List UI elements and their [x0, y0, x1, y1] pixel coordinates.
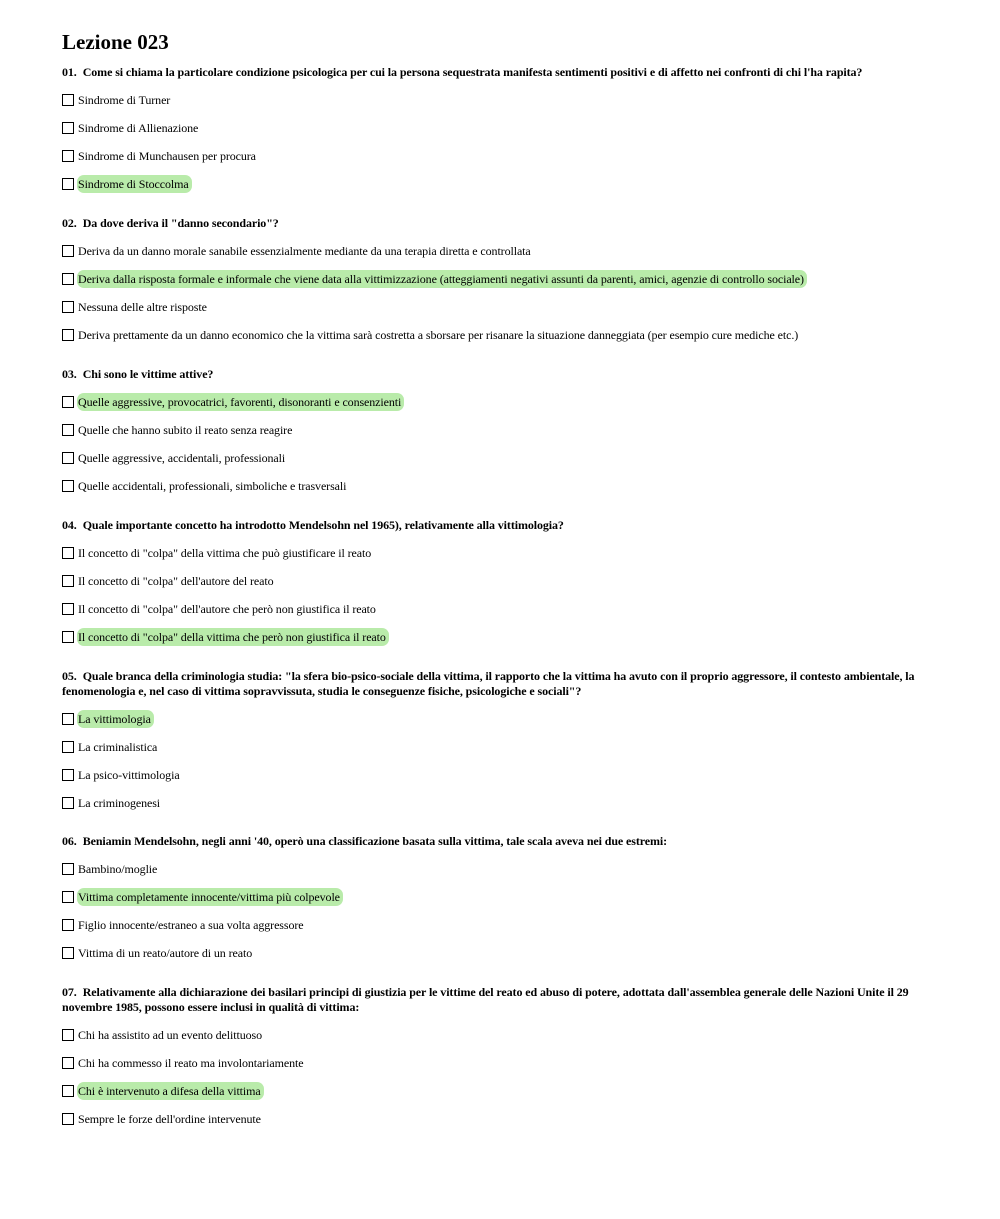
answer-option	[62, 444, 942, 472]
answer-checkbox[interactable]	[62, 947, 74, 959]
answer-option	[62, 472, 942, 500]
answer-checkbox[interactable]	[62, 891, 74, 903]
question-block	[62, 518, 942, 651]
answer-label: La criminalistica	[78, 740, 158, 754]
question-text	[62, 518, 942, 533]
answer-option	[62, 539, 942, 567]
answer-option	[62, 789, 942, 817]
answer-option	[62, 1021, 942, 1049]
question-text	[62, 216, 942, 231]
answer-option	[62, 1105, 942, 1133]
question-label: Come si chiama la particolare condizione psicologica per cui la persona sequestrata manifesta sentimenti positivi e di affetto nei confronti di chi l'ha rapita?	[82, 65, 863, 79]
correct-answer-label: Sindrome di Stoccolma	[77, 175, 192, 193]
question-label: Relativamente alla dichiarazione dei basilari principi di giustizia per le vittime del reato ed abuso di potere, adottata dall'assemblea generale delle Nazioni Unite il 29 novembre 1985, possono essere inclusi in qualità di vittima:	[62, 985, 909, 1014]
question-number: 01.	[62, 65, 77, 79]
answer-option	[62, 1049, 942, 1077]
answer-checkbox[interactable]	[62, 741, 74, 753]
answer-checkbox[interactable]	[62, 919, 74, 931]
answer-label: Vittima di un reato/autore di un reato	[78, 946, 253, 960]
question-block	[62, 985, 942, 1133]
question-label: Beniamin Mendelsohn, negli anni '40, operò una classificazione basata sulla vittima, tale scala aveva nei due estremi:	[82, 834, 668, 848]
correct-answer-label: La vittimologia	[77, 710, 154, 728]
question-number: 07.	[62, 985, 77, 999]
question-text	[62, 985, 942, 1015]
answer-label: Sindrome di Turner	[78, 93, 171, 107]
correct-answer-label: Deriva dalla risposta formale e informale che viene data alla vittimizzazione (atteggiamenti negativi assunti da parenti, amici, agenzie di controllo sociale)	[77, 270, 807, 288]
question-block	[62, 65, 942, 198]
answer-label: Chi ha commesso il reato ma involontariamente	[78, 1056, 304, 1070]
answer-label: Il concetto di "colpa" dell'autore che però non giustifica il reato	[78, 602, 376, 616]
answer-label: La psico-vittimologia	[78, 768, 180, 782]
answer-option	[62, 86, 942, 114]
question-block	[62, 216, 942, 349]
answer-checkbox[interactable]	[62, 178, 74, 190]
answer-label: Deriva prettamente da un danno economico che la vittima sarà costretta a sborsare per risanare la situazione danneggiata (per esempio cure mediche etc.)	[78, 328, 799, 342]
answer-label: Nessuna delle altre risposte	[78, 300, 207, 314]
page-title: Lezione 023	[62, 30, 169, 54]
answer-label: Bambino/moglie	[78, 862, 158, 876]
answer-checkbox[interactable]	[62, 329, 74, 341]
answer-option	[62, 595, 942, 623]
question-block	[62, 669, 942, 817]
answer-option	[62, 939, 942, 967]
answer-checkbox[interactable]	[62, 631, 74, 643]
answer-label: Il concetto di "colpa" dell'autore del reato	[78, 574, 274, 588]
answer-label: Chi ha assistito ad un evento delittuoso	[78, 1028, 262, 1042]
answer-option	[62, 855, 942, 883]
answer-checkbox[interactable]	[62, 575, 74, 587]
answer-options	[62, 237, 942, 349]
answer-checkbox[interactable]	[62, 713, 74, 725]
answer-checkbox[interactable]	[62, 1113, 74, 1125]
question-label: Chi sono le vittime attive?	[82, 367, 214, 381]
question-label: Quale importante concetto ha introdotto Mendelsohn nel 1965), relativamente alla vittimologia?	[82, 518, 564, 532]
answer-option	[62, 265, 942, 293]
answer-label: Quelle accidentali, professionali, simboliche e trasversali	[78, 479, 347, 493]
answer-checkbox[interactable]	[62, 301, 74, 313]
answer-label: Figlio innocente/estraneo a sua volta aggressore	[78, 918, 304, 932]
answer-checkbox[interactable]	[62, 797, 74, 809]
answer-checkbox[interactable]	[62, 547, 74, 559]
answer-checkbox[interactable]	[62, 424, 74, 436]
answer-option	[62, 142, 942, 170]
answer-checkbox[interactable]	[62, 94, 74, 106]
answer-option	[62, 883, 942, 911]
answer-checkbox[interactable]	[62, 769, 74, 781]
answer-checkbox[interactable]	[62, 150, 74, 162]
answer-label: Sindrome di Allienazione	[78, 121, 199, 135]
question-label: Quale branca della criminologia studia: "la sfera bio-psico-sociale della vittima, il rapporto che la vittima ha avuto con il proprio aggressore, il contesto ambientale, la fenomenologia e, nel caso di vittima sopravvissuta, studia le conseguenze fisiche, psicologiche e sociali"?	[62, 669, 915, 698]
question-block	[62, 834, 942, 967]
answer-checkbox[interactable]	[62, 273, 74, 285]
answer-option	[62, 705, 942, 733]
question-number: 04.	[62, 518, 77, 532]
answer-option	[62, 1077, 942, 1105]
question-label: Da dove deriva il "danno secondario"?	[82, 216, 279, 230]
answer-checkbox[interactable]	[62, 1085, 74, 1097]
answer-option	[62, 911, 942, 939]
question-text	[62, 669, 942, 699]
answer-options	[62, 539, 942, 651]
answer-label: Quelle che hanno subito il reato senza reagire	[78, 423, 293, 437]
correct-answer-label: Il concetto di "colpa" della vittima che però non giustifica il reato	[77, 628, 389, 646]
question-text	[62, 834, 942, 849]
answer-checkbox[interactable]	[62, 122, 74, 134]
answer-option	[62, 170, 942, 198]
answer-option	[62, 293, 942, 321]
answer-options	[62, 705, 942, 817]
correct-answer-label: Quelle aggressive, provocatrici, favorenti, disonoranti e consenzienti	[77, 393, 404, 411]
answer-option	[62, 623, 942, 651]
answer-checkbox[interactable]	[62, 863, 74, 875]
answer-options	[62, 388, 942, 500]
answer-option	[62, 114, 942, 142]
answer-option	[62, 388, 942, 416]
answer-label: Deriva da un danno morale sanabile essenzialmente mediante da una terapia diretta e controllata	[78, 244, 531, 258]
answer-checkbox[interactable]	[62, 1029, 74, 1041]
answer-option	[62, 237, 942, 265]
answer-label: La criminogenesi	[78, 796, 161, 810]
answer-checkbox[interactable]	[62, 452, 74, 464]
answer-option	[62, 416, 942, 444]
answer-checkbox[interactable]	[62, 1057, 74, 1069]
correct-answer-label: Chi è intervenuto a difesa della vittima	[77, 1082, 264, 1100]
answer-option	[62, 567, 942, 595]
answer-option	[62, 761, 942, 789]
answer-checkbox[interactable]	[62, 603, 74, 615]
question-number: 03.	[62, 367, 77, 381]
question-block	[62, 367, 942, 500]
answer-option	[62, 321, 942, 349]
answer-options	[62, 855, 942, 967]
question-number: 05.	[62, 669, 77, 683]
question-number: 02.	[62, 216, 77, 230]
answer-option	[62, 733, 942, 761]
answer-label: Sempre le forze dell'ordine intervenute	[78, 1112, 261, 1126]
answer-checkbox[interactable]	[62, 245, 74, 257]
question-text	[62, 367, 942, 382]
answer-options	[62, 1021, 942, 1133]
question-text	[62, 65, 942, 80]
answer-label: Il concetto di "colpa" della vittima che può giustificare il reato	[78, 546, 372, 560]
answer-checkbox[interactable]	[62, 396, 74, 408]
answer-options	[62, 86, 942, 198]
answer-label: Sindrome di Munchausen per procura	[78, 149, 256, 163]
answer-label: Quelle aggressive, accidentali, professionali	[78, 451, 286, 465]
correct-answer-label: Vittima completamente innocente/vittima più colpevole	[77, 888, 343, 906]
answer-checkbox[interactable]	[62, 480, 74, 492]
question-number: 06.	[62, 834, 77, 848]
